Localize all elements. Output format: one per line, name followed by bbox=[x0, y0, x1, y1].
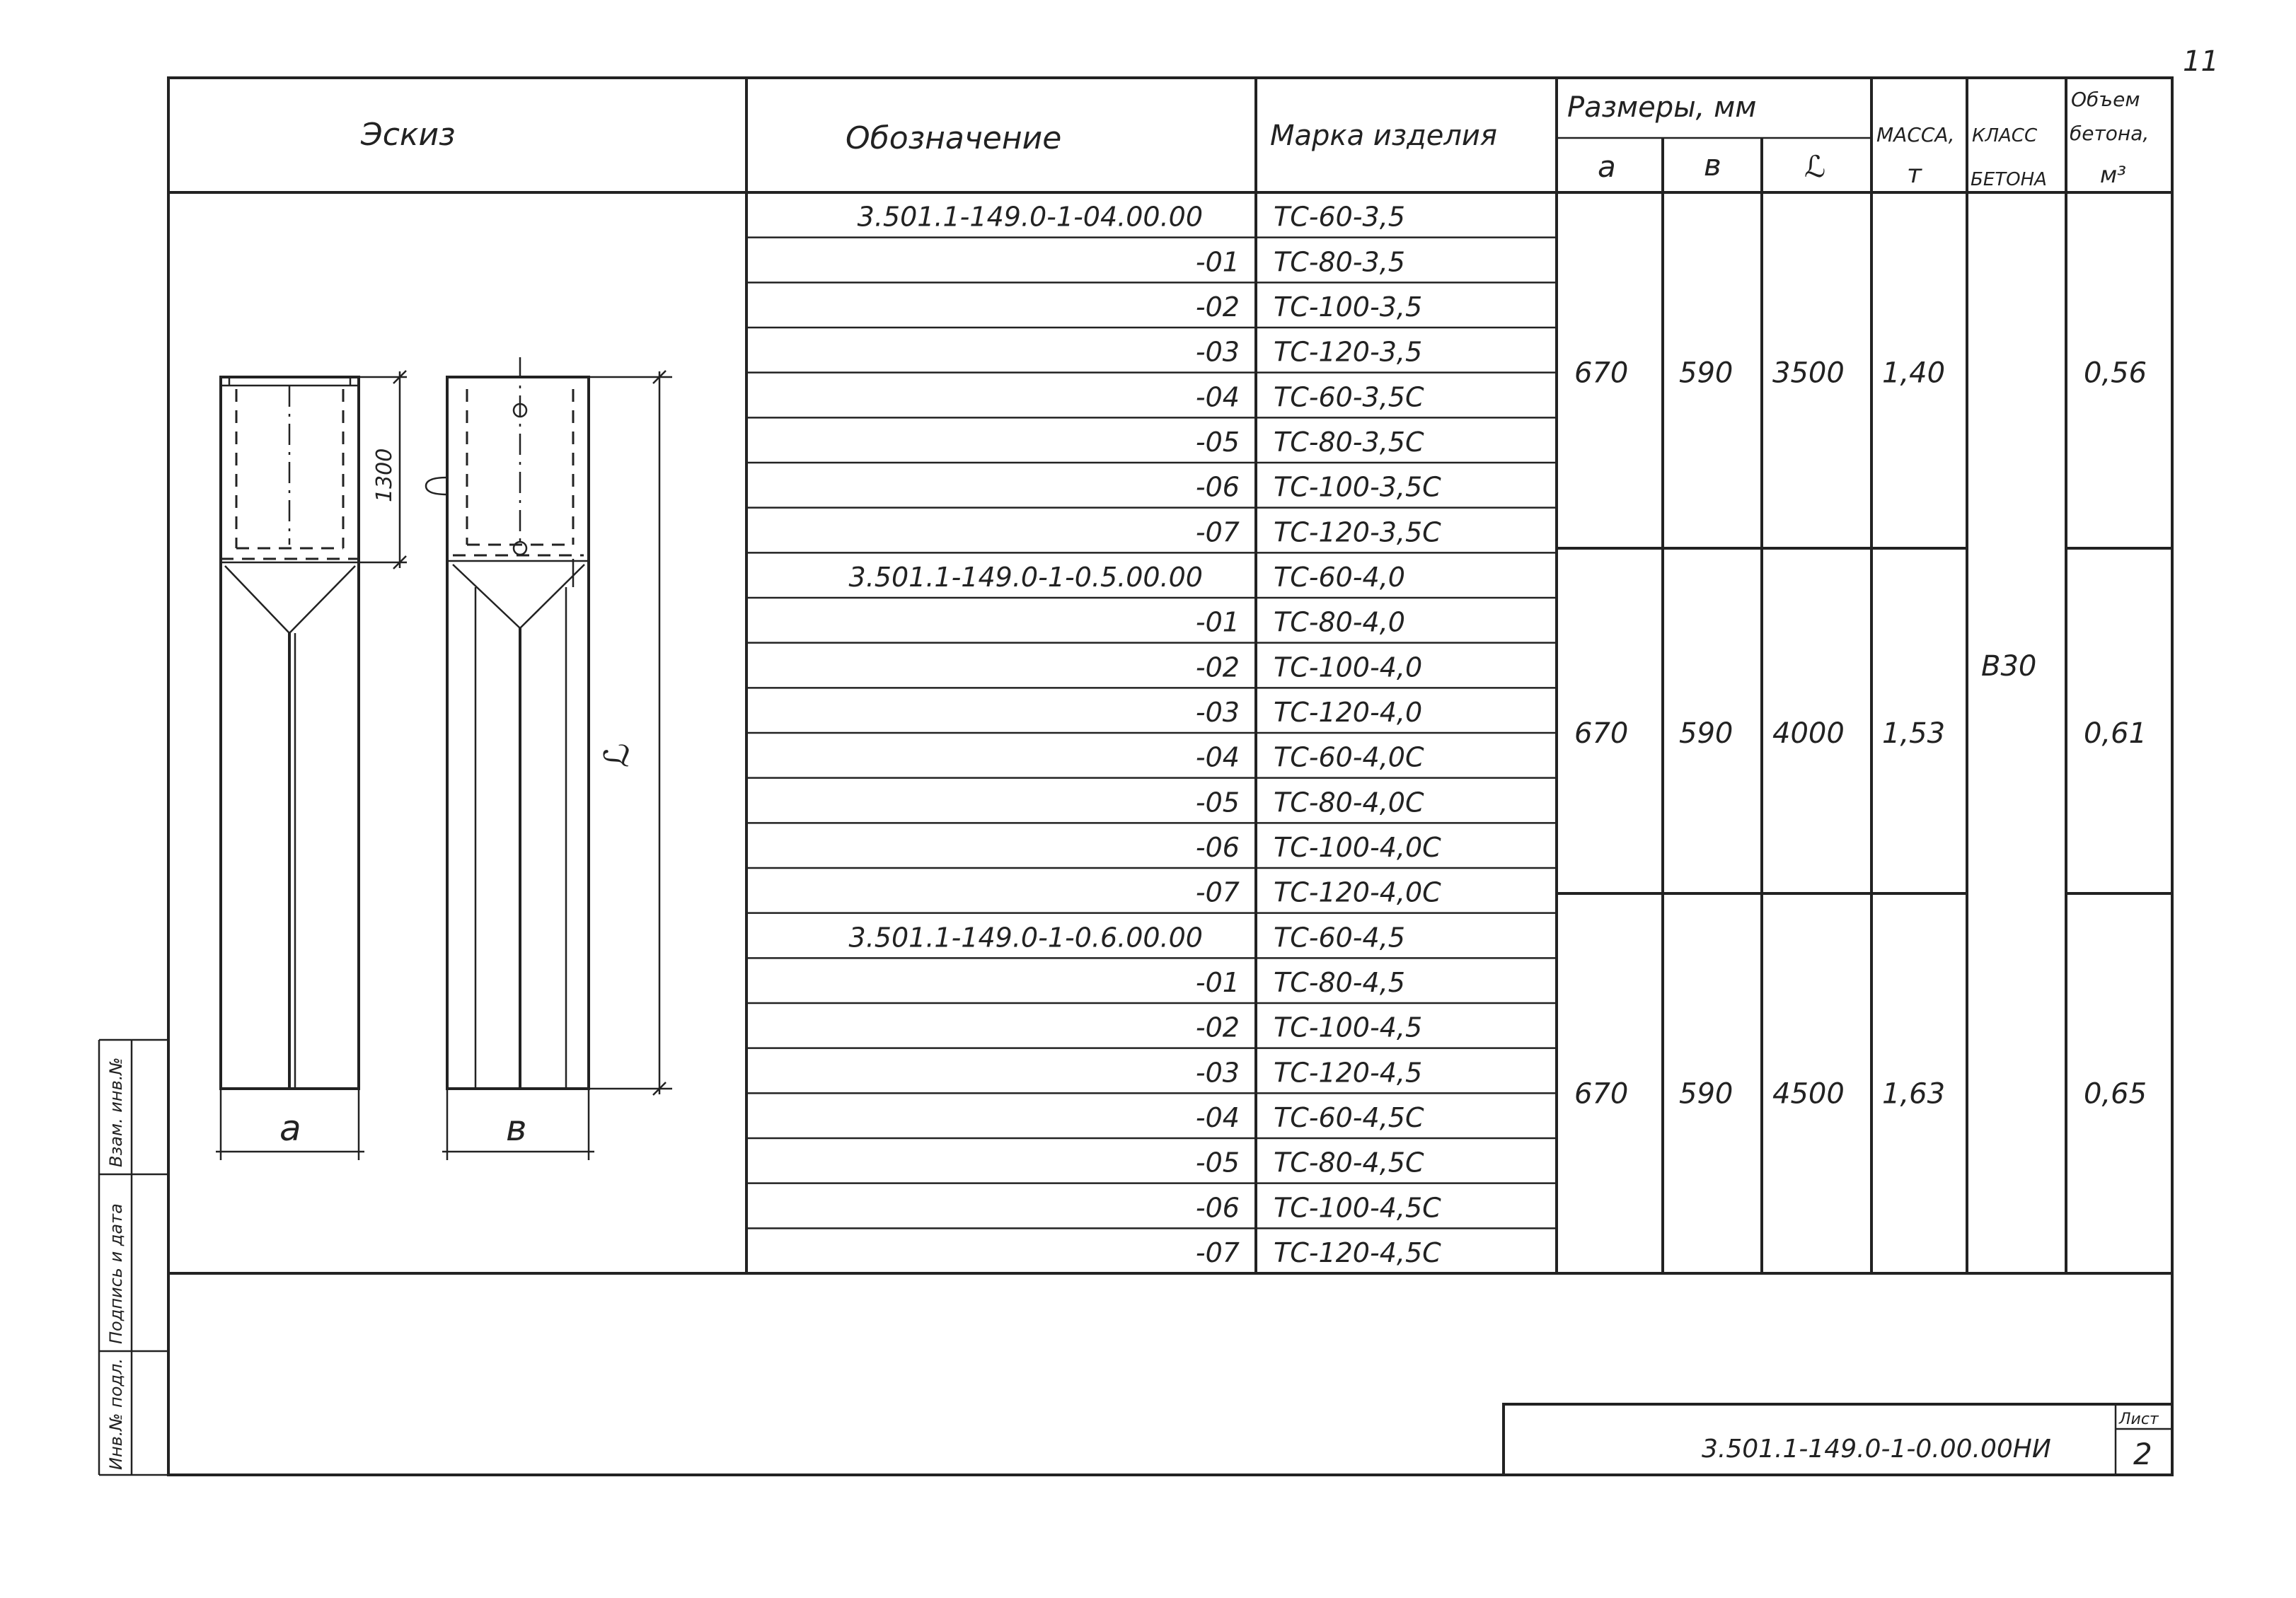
concrete-class: В30 bbox=[1981, 650, 2037, 683]
row-mark: ТС-100-3,5С bbox=[1274, 471, 1441, 503]
group-volume: 0,61 bbox=[2084, 717, 2147, 750]
header-volume-2: бетона, bbox=[2070, 122, 2150, 145]
group-b: 590 bbox=[1679, 357, 1733, 390]
group-l: 4500 bbox=[1772, 1077, 1845, 1111]
row-mark: ТС-120-3,5 bbox=[1274, 336, 1423, 368]
spec-rows bbox=[849, 202, 1442, 1268]
row-designation: -02 bbox=[1195, 652, 1240, 683]
row-mark: ТС-80-4,5 bbox=[1274, 967, 1405, 998]
doc-code: 3.501.1-149.0-1-0.00.00НИ bbox=[1702, 1435, 2051, 1464]
row-mark: ТС-120-4,5 bbox=[1274, 1057, 1423, 1089]
row-designation: -04 bbox=[1195, 741, 1240, 773]
row-mark: ТС-80-4,5С bbox=[1274, 1147, 1424, 1179]
sketch-drawing bbox=[216, 357, 672, 1160]
row-mark: ТС-120-4,0 bbox=[1274, 697, 1423, 728]
group-a: 670 bbox=[1574, 357, 1629, 390]
group-volume: 0,56 bbox=[2084, 357, 2147, 390]
group-l: 4000 bbox=[1772, 717, 1845, 750]
header-class-2: БЕТОНА bbox=[1971, 169, 2047, 190]
row-designation: -03 bbox=[1195, 1057, 1240, 1089]
group-volume: 0,65 bbox=[2084, 1077, 2147, 1111]
row-mark: ТС-60-4,0 bbox=[1274, 562, 1405, 593]
row-mark: ТС-120-4,5С bbox=[1274, 1237, 1441, 1268]
dim-1300: 1300 bbox=[372, 448, 397, 502]
row-designation: -05 bbox=[1195, 787, 1240, 818]
title-block bbox=[1504, 1404, 2172, 1475]
header-dim-a: a bbox=[1598, 149, 1616, 184]
row-designation: -06 bbox=[1195, 471, 1240, 503]
group-l: 3500 bbox=[1772, 357, 1845, 390]
header-class-1: КЛАСС bbox=[1972, 125, 2038, 146]
label-l: ℒ bbox=[597, 743, 637, 768]
header-mark: Марка изделия bbox=[1270, 120, 1497, 152]
row-designation: -04 bbox=[1195, 381, 1240, 413]
row-mark: ТС-80-3,5 bbox=[1274, 246, 1405, 278]
row-mark: ТС-120-4,0С bbox=[1274, 876, 1441, 908]
label-a: a bbox=[279, 1108, 301, 1149]
header-mass-1: МАССА, bbox=[1876, 123, 1955, 146]
row-designation: 3.501.1-149.0-1-04.00.00 bbox=[857, 201, 1203, 233]
pile-view-a bbox=[216, 371, 407, 1160]
row-designation: -07 bbox=[1195, 1237, 1240, 1268]
header-dimensions: Размеры, мм bbox=[1567, 91, 1757, 124]
header-dim-b: в bbox=[1704, 148, 1721, 183]
sheet-label: Лист bbox=[2119, 1411, 2159, 1428]
spec-groups bbox=[1574, 357, 2147, 1111]
side-stamp bbox=[99, 1040, 168, 1475]
spec-table-grid bbox=[168, 78, 2172, 1273]
label-b: в bbox=[506, 1108, 527, 1149]
row-designation: -07 bbox=[1195, 516, 1240, 548]
row-designation: 3.501.1-149.0-1-0.5.00.00 bbox=[848, 562, 1203, 593]
group-a: 670 bbox=[1574, 1077, 1629, 1111]
group-b: 590 bbox=[1679, 717, 1733, 750]
row-mark: ТС-100-4,5С bbox=[1274, 1192, 1441, 1224]
row-designation: -01 bbox=[1195, 246, 1240, 278]
group-b: 590 bbox=[1679, 1077, 1733, 1111]
header-volume-1: Объем bbox=[2071, 88, 2140, 111]
row-mark: ТС-100-4,0С bbox=[1274, 832, 1441, 863]
row-designation: -04 bbox=[1195, 1102, 1240, 1133]
row-designation: -05 bbox=[1195, 1147, 1240, 1179]
page-number: 11 bbox=[2183, 45, 2219, 78]
header-dim-l: ℒ bbox=[1804, 149, 1826, 184]
row-designation: -02 bbox=[1195, 1012, 1240, 1043]
pile-view-b bbox=[426, 357, 672, 1160]
row-mark: ТС-100-4,5 bbox=[1274, 1012, 1423, 1043]
row-designation: -06 bbox=[1195, 1192, 1240, 1224]
row-mark: ТС-60-4,5 bbox=[1274, 922, 1405, 954]
row-mark: ТС-60-3,5С bbox=[1274, 381, 1424, 413]
row-mark: ТС-100-3,5 bbox=[1274, 291, 1423, 323]
row-mark: ТС-80-3,5С bbox=[1274, 427, 1424, 458]
row-mark: ТС-80-4,0С bbox=[1274, 787, 1424, 818]
header-mass-2: т bbox=[1907, 160, 1922, 189]
row-designation: -01 bbox=[1195, 606, 1240, 638]
row-designation: 3.501.1-149.0-1-0.6.00.00 bbox=[848, 922, 1203, 954]
header-sketch: Эскиз bbox=[361, 117, 456, 153]
stamp-podpis-data: Подпись и дата bbox=[106, 1203, 126, 1344]
row-designation: -01 bbox=[1195, 967, 1240, 998]
row-mark: ТС-60-4,5С bbox=[1274, 1102, 1424, 1133]
header-designation: Обозначение bbox=[846, 120, 1062, 156]
group-mass: 1,53 bbox=[1882, 717, 1946, 750]
row-designation: -06 bbox=[1195, 832, 1240, 863]
row-designation: -05 bbox=[1195, 427, 1240, 458]
row-mark: ТС-100-4,0 bbox=[1274, 652, 1423, 683]
sheet-number: 2 bbox=[2133, 1437, 2152, 1471]
row-designation: -03 bbox=[1195, 697, 1240, 728]
group-mass: 1,40 bbox=[1882, 357, 1946, 390]
stamp-vzam-inv: Взам. инв.№ bbox=[106, 1057, 126, 1167]
row-mark: ТС-80-4,0 bbox=[1274, 606, 1405, 638]
group-mass: 1,63 bbox=[1882, 1077, 1946, 1111]
row-designation: -03 bbox=[1195, 336, 1240, 368]
row-mark: ТС-60-3,5 bbox=[1274, 201, 1405, 233]
row-mark: ТС-60-4,0С bbox=[1274, 741, 1424, 773]
row-mark: ТС-120-3,5С bbox=[1274, 516, 1441, 548]
header-volume-3: м³ bbox=[2100, 161, 2126, 188]
row-designation: -07 bbox=[1195, 876, 1240, 908]
stamp-inv-podl: Инв.№ подл. bbox=[106, 1358, 126, 1470]
row-designation: -02 bbox=[1195, 291, 1240, 323]
group-a: 670 bbox=[1574, 717, 1629, 750]
